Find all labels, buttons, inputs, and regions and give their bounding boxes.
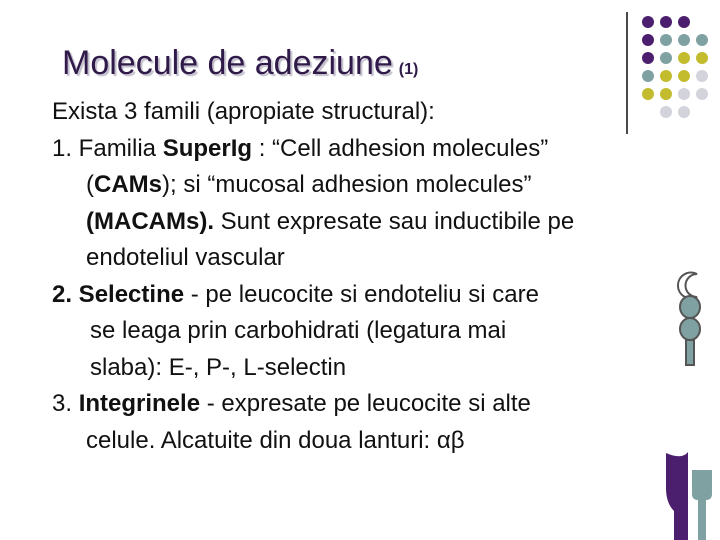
cams-term: CAMs — [94, 171, 163, 198]
expression-text: Sunt expresate sau inductibile pe — [213, 207, 575, 235]
cams-description: : “Cell adhesion molecules” — [252, 134, 549, 162]
body-line-8: slaba): E-, P-, L-selectin — [90, 353, 347, 381]
item-3-prefix: 3. — [52, 390, 79, 417]
integrinele-term: Integrinele — [78, 390, 201, 417]
integrin-molecule-icon — [666, 452, 712, 540]
paren-open: ( — [86, 171, 94, 198]
body-line-7: se leaga prin carbohidrati (legatura mai — [90, 317, 507, 344]
title-text: Molecule de adeziune — [62, 44, 393, 82]
selectin-molecule-icon — [678, 273, 700, 365]
chains-text: celule. Alcatuite din doua lanturi: — [86, 426, 437, 454]
selectine-term: 2. Selectine — [52, 280, 185, 308]
integrinele-description: - expresate pe leucocite si alte — [200, 390, 531, 417]
alpha-beta-symbols: αβ — [436, 426, 465, 454]
macams-term: (MACAMs). — [86, 207, 214, 235]
body-line-5: endoteliul vascular — [86, 244, 285, 271]
familia-prefix: 1. Familia — [52, 134, 163, 162]
superig-term: SuperIg — [162, 134, 253, 162]
selectine-description: - pe leucocite si endoteliu si care — [184, 280, 539, 308]
body-line-1: Exista 3 famili (apropiate structural): — [52, 98, 435, 125]
title-suffix: (1) — [398, 61, 419, 78]
mucosal-description: ); si “mucosal adhesion molecules” — [162, 171, 532, 198]
